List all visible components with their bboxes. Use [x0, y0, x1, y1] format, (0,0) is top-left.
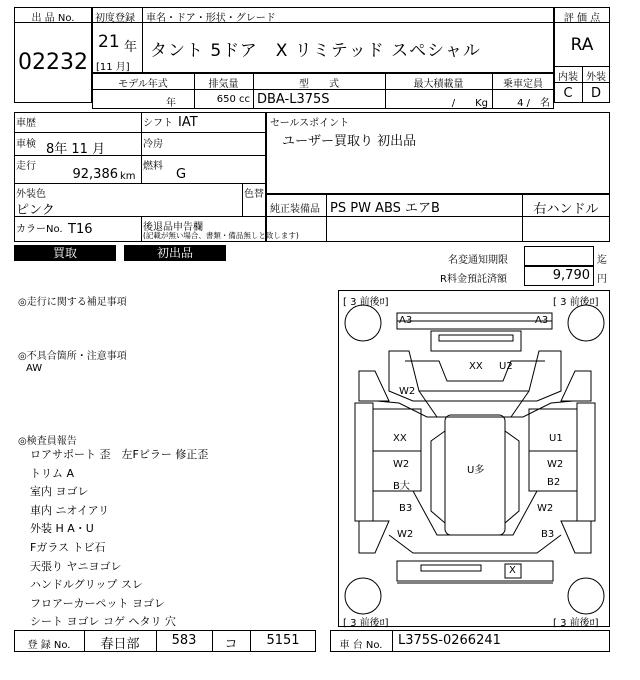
exterior-label: 外装: [586, 72, 606, 83]
ac-label: 冷房: [143, 139, 163, 150]
inspector-line: フロアーカーペット ヨゴレ: [30, 596, 165, 610]
type-label: 型 式: [299, 79, 339, 90]
history-label: 車歴: [16, 118, 36, 129]
tire-rear-left: [345, 578, 381, 614]
mark-u1-right: U1: [549, 433, 563, 444]
mark-bdai-left: B大: [393, 481, 410, 492]
sales-point-value: ユーザー買取り 初出品: [282, 134, 417, 149]
color-value: ピンク: [16, 203, 55, 218]
first-reg-year: 21: [98, 32, 120, 52]
first-listing-badge: 初出品: [124, 245, 226, 261]
reg-kana: コ: [224, 637, 238, 652]
interior-label: 内装: [558, 72, 578, 83]
lot-no: 02232: [18, 50, 88, 75]
mark-b3-right: B3: [541, 529, 555, 540]
type-value: DBA-L375S: [257, 92, 330, 107]
recycle-unit: 円: [597, 274, 607, 285]
color-label: 外装色: [16, 189, 46, 200]
name-change-box: [524, 246, 594, 266]
car-name-label: 車名・ドア・形状・グレード: [146, 13, 276, 24]
model-year-label: モデル年式: [118, 79, 168, 90]
inspector-line: 車内 ニオイアリ: [30, 503, 110, 517]
inspector-line: ハンドルグリップ スレ: [30, 578, 143, 592]
mileage-value: 92,386: [72, 167, 118, 182]
tire-front-left: [345, 305, 381, 341]
aftermarket-note: (記載が無い場合、書類・備品無しと致します): [143, 231, 299, 240]
capacity-value: 4 / 名: [517, 98, 550, 109]
inspection-label: 車検: [16, 139, 36, 150]
reg-number: 5151: [266, 633, 300, 648]
car-outline: [339, 291, 611, 628]
mark-u-roof: U多: [467, 465, 485, 476]
inspection-value: 8年 11 月: [46, 142, 106, 157]
mileage-unit: km: [120, 171, 136, 182]
car-diagram: [338, 290, 610, 627]
tire-front-right: [568, 305, 604, 341]
corner-label-bl: [ 3 前後ﾛ]: [343, 618, 389, 629]
mark-x-rear: X: [509, 565, 516, 576]
inspector-line: 天張り ヤニヨゴレ: [30, 559, 122, 573]
shift-value: IAT: [178, 115, 198, 130]
recycle-label: R料金預託済額: [440, 274, 507, 285]
capacity-label: 乗車定員: [503, 79, 543, 90]
exterior-value: D: [590, 86, 601, 101]
chassis-label: 車 台 No.: [339, 640, 383, 651]
mark-w2-left-mid: W2: [393, 459, 410, 470]
first-reg-month: [11 月]: [96, 62, 130, 73]
mileage-label: 走行: [16, 161, 36, 172]
recycle-value: 9,790: [552, 268, 590, 283]
mark-w2-left-top: W2: [399, 386, 416, 397]
mark-w2-right-bot: W2: [537, 503, 554, 514]
mark-a3-left: A3: [399, 315, 413, 326]
handle-value: 右ハンドル: [533, 202, 599, 217]
first-reg-label: 初度登録: [95, 13, 135, 24]
aftermarket-label: 後退品申告欄: [143, 222, 203, 233]
equipment-label: 純正装備品: [270, 204, 320, 215]
corner-label-br: [ 3 前後ﾛ]: [553, 618, 599, 629]
reg-place: 春日部: [100, 637, 140, 652]
color-change-label: 色替: [244, 189, 264, 200]
equipment-value: PS PW ABS エアB: [330, 201, 440, 216]
reg-label: 登 録 No.: [27, 640, 71, 651]
first-reg-year-unit: 年: [124, 40, 138, 55]
tire-rear-right: [568, 578, 604, 614]
inspector-line: トリム A: [30, 466, 75, 480]
corner-label-tr: [ 3 前後ﾛ]: [553, 297, 599, 308]
mark-b2-right: B2: [547, 477, 561, 488]
sales-point-label: セールスポイント: [270, 118, 350, 129]
mark-b3-left: B3: [399, 503, 413, 514]
defect-value: AW: [26, 363, 43, 374]
buy-badge: 買取: [14, 245, 116, 261]
displacement-value: 650 cc: [216, 94, 250, 105]
model-year-unit: 年: [166, 98, 176, 109]
corner-label-tl: [ 3 前後ﾛ]: [343, 297, 389, 308]
defect-label: ◎不具合箇所・注意事項: [18, 351, 127, 362]
car-name: タント 5ドア X リミテッド スペシャル: [150, 41, 481, 61]
fuel-value: G: [176, 167, 187, 182]
color-no-label: カラーNo.: [16, 224, 63, 235]
max-load-value: / Kg: [451, 98, 488, 109]
max-load-label: 最大積載量: [413, 79, 464, 90]
mark-xx-left: XX: [393, 433, 407, 444]
supplement-label: ◎走行に関する補足事項: [18, 297, 127, 308]
interior-value: C: [563, 86, 573, 101]
name-change-unit: 迄: [597, 255, 607, 266]
mark-w2-left-bot: W2: [397, 529, 414, 540]
reg-class: 583: [171, 633, 197, 648]
fuel-label: 燃料: [143, 161, 163, 172]
inspector-lines: [30, 446, 208, 632]
shift-label: シフト: [143, 118, 173, 129]
name-change-label: 名変通知期限: [448, 255, 508, 266]
inspector-line: シート ヨゴレ コゲ ヘタリ 穴: [30, 615, 176, 629]
inspector-line: 室内 ヨゴレ: [30, 485, 89, 499]
displacement-label: 排気量: [208, 79, 239, 90]
color-no-value: T16: [68, 222, 93, 237]
mark-a3-right: A3: [535, 315, 549, 326]
rating-label: 評 価 点: [563, 13, 601, 24]
rating-value: RA: [570, 35, 594, 55]
lot-no-label: 出 品 No.: [31, 13, 75, 24]
chassis-value: L375S-0266241: [398, 633, 501, 648]
inspector-line: Fガラス トビ石: [30, 540, 106, 554]
inspector-line: ロアサポート 歪 左Fピラー 修正歪: [30, 448, 209, 461]
inspector-label: ◎検査員報告: [18, 436, 77, 447]
mark-u2-top: U2: [499, 361, 513, 372]
mark-w2-right-mid: W2: [547, 459, 564, 470]
mark-xx-top: XX: [469, 361, 483, 372]
inspector-line: 外装 H A・U: [30, 522, 94, 536]
